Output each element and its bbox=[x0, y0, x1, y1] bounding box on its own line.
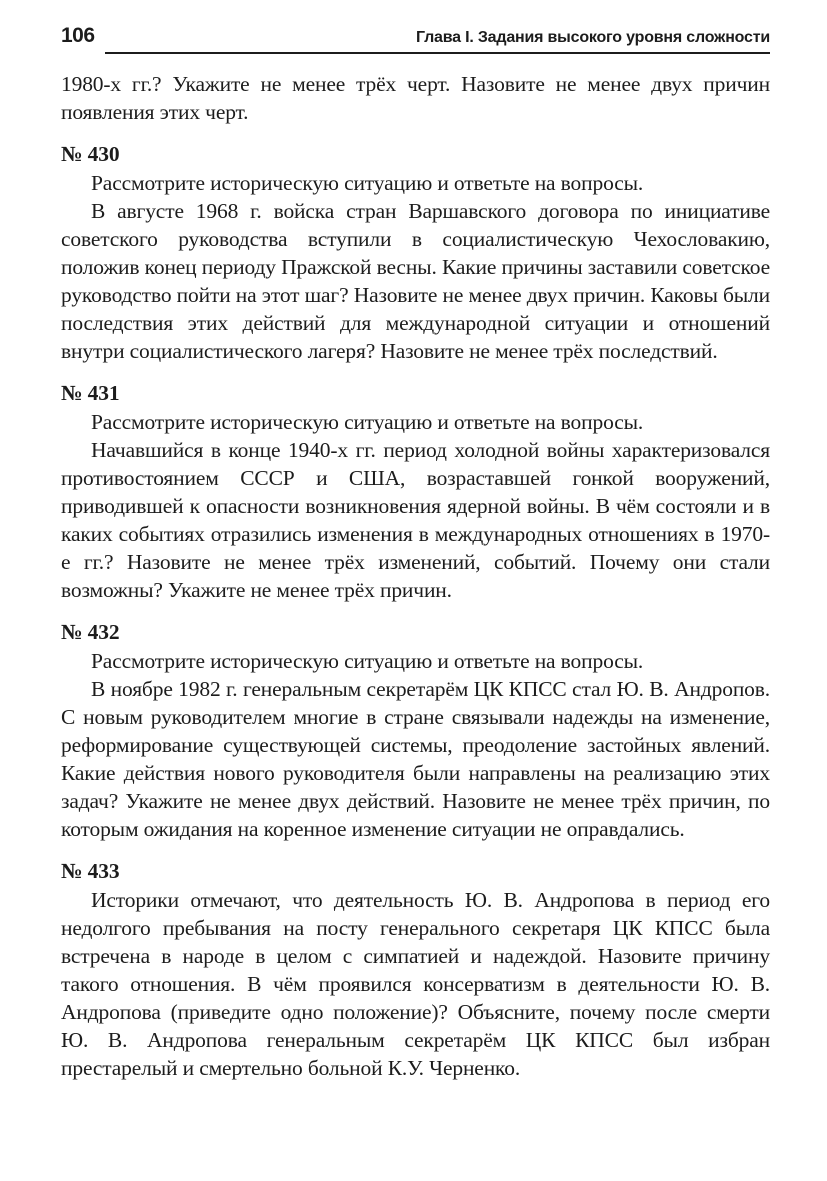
page-body bbox=[61, 70, 770, 1082]
task-number: № 432 bbox=[61, 620, 120, 644]
header-rule bbox=[105, 52, 770, 54]
task-number: № 433 bbox=[61, 859, 120, 883]
book-page bbox=[61, 20, 770, 1082]
task-number: № 430 bbox=[61, 142, 120, 166]
chapter-title: Глава I. Задания высокого уровня сложности bbox=[416, 29, 770, 46]
intro-paragraph: 1980-х гг.? Укажите не менее трёх черт. Назовите не менее двух причин появления этих черт. bbox=[61, 72, 770, 124]
page-number: 106 bbox=[61, 24, 95, 47]
task-body: В ноябре 1982 г. генеральным секретарём ЦК КПСС стал Ю. В. Андропов. С новым руководителем многие в стране связывали надежды на изменение, реформирование существующей системы, преодоление застойных явлений. Какие действия нового руководителя были направлены на реализацию этих задач? Укажите не менее двух действий. Назовите не менее трёх причин, по которым ожидания на коренное изменение ситуации не оправдались. bbox=[61, 677, 770, 841]
task-body: Начавшийся в конце 1940-х гг. период холодной войны характеризовался противостоянием СССР и США, возраставшей гонкой вооружений, приводившей к опасности возникновения ядерной войны. В чём состояли и в каких событиях отразились изменения в международных отношениях в 1970-е гг.? Назовите не менее трёх изменений, событий. Почему они стали возможны? Укажите не менее трёх причин. bbox=[61, 438, 770, 602]
running-header bbox=[61, 20, 770, 54]
task-430 bbox=[61, 141, 770, 365]
task-431 bbox=[61, 380, 770, 604]
task-number: № 431 bbox=[61, 381, 120, 405]
task-body: Историки отмечают, что деятельность Ю. В. Андропова в период его недолгого пребывания на посту генерального секретаря ЦК КПСС была встречена в народе в целом с симпатией и надеждой. Назовите причину такого отношения. В чём проявился консерватизм в деятельности Ю. В. Андропова (приведите одно положение)? Объясните, почему после смерти Ю. В. Андропова генеральным секретарём ЦК КПСС был избран престарелый и смертельно больной К.У. Черненко. bbox=[61, 888, 770, 1080]
task-body: В августе 1968 г. войска стран Варшавского договора по инициативе советского руководства вступили в социалистическую Чехословакию, положив конец периоду Пражской весны. Какие причины заставили советское руководство пойти на этот шаг? Назовите не менее двух причин. Каковы были последствия этих действий для международной ситуации и отношений внутри социалистического лагеря? Назовите не менее трёх последствий. bbox=[61, 199, 770, 363]
task-lead: Рассмотрите историческую ситуацию и ответьте на вопросы. bbox=[91, 649, 644, 673]
task-433 bbox=[61, 858, 770, 1082]
task-lead: Рассмотрите историческую ситуацию и ответьте на вопросы. bbox=[91, 171, 644, 195]
task-432 bbox=[61, 619, 770, 843]
task-lead: Рассмотрите историческую ситуацию и ответьте на вопросы. bbox=[91, 410, 644, 434]
